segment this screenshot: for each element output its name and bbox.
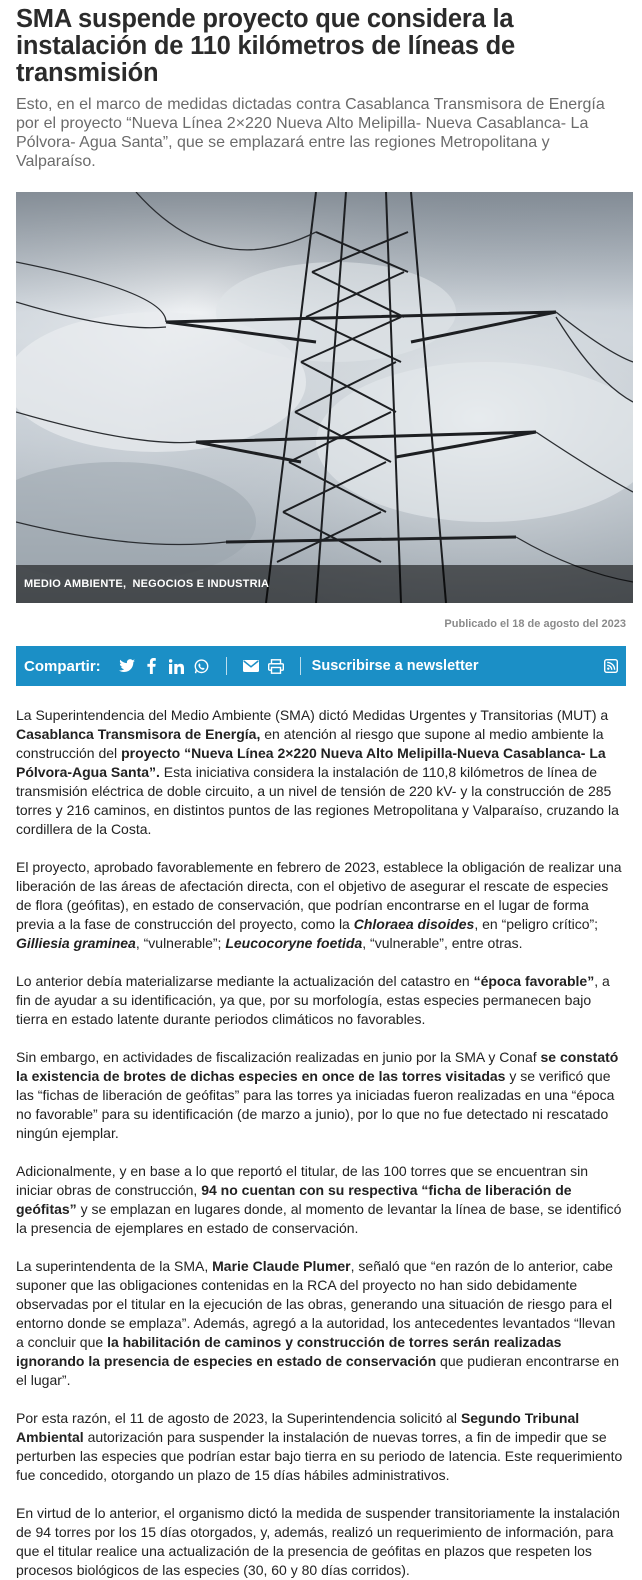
paragraph-7: Por esta razón, el 11 de agosto de 2023, la Superintendencia solicitó al Segundo Tribunal Ambiental autorización para suspender la instalación de nuevas torres, a fin de impedir que se perturben las especies que podrían estar bajo tierra en su periodo de latencia. Este requerimiento fue concedido, otorgando un plazo de 15 días hábiles administrativos. bbox=[16, 1410, 623, 1483]
species-gilliesia: Gilliesia graminea bbox=[16, 935, 136, 951]
linkedin-icon[interactable] bbox=[169, 658, 185, 674]
transmission-tower-illustration bbox=[16, 192, 633, 603]
category-negocios-industria[interactable]: NEGOCIOS E INDUSTRIA bbox=[132, 578, 270, 590]
paragraph-4: Sin embargo, en actividades de fiscalización realizadas en junio por la SMA y Conaf se constató la existencia de brotes de dichas especies en once de las torres visitadas y se verificó que las “fichas de liberación de geófitas” para las torres ya iniciadas fueron realizadas en una “época no favorable” para su identificación (de marzo a junio), por lo que no fue detectado ni rescatado ningún ejemplar. bbox=[16, 1049, 619, 1141]
company-name: Casablanca Transmisora de Energía, bbox=[16, 726, 261, 742]
article-lede: Esto, en el marco de medidas dictadas contra Casablanca Transmisora de Energía por el proyecto “Nueva Línea 2×220 Nueva Alto Melipilla- Nueva Casablanca- La Pólvora- Agua Santa”, que se emplazará entre las regiones Metropolitana y Valparaíso. bbox=[16, 96, 605, 170]
newsletter-link[interactable]: Suscribirse a newsletter bbox=[311, 658, 479, 674]
share-bar bbox=[16, 646, 626, 686]
facebook-icon[interactable] bbox=[144, 658, 160, 674]
paragraph-3: Lo anterior debía materializarse mediante la actualización del catastro en “época favorable”, a fin de ayudar a su identificación, ya que, por su morfología, estas especies permanecen bajo tierra en estado latente durante periodos climáticos no favorables. bbox=[16, 973, 610, 1027]
tribunal-name: Segundo Tribunal Ambiental bbox=[16, 1410, 580, 1445]
publish-date: Publicado el 18 de agosto del 2023 bbox=[444, 618, 626, 630]
share-divider-2 bbox=[300, 657, 301, 675]
email-icon[interactable] bbox=[243, 658, 259, 674]
paragraph-5: Adicionalmente, y en base a lo que reportó el titular, de las 100 torres que se encuentran sin iniciar obras de construcción, 94 no cuentan con su respectiva “ficha de liberación de geófitas” y se emplazan en lugares donde, al momento de levantar la línea de base, se identificó la presencia de ejemplares en estado de conservación. bbox=[16, 1163, 622, 1236]
project-name: proyecto “Nueva Línea 2×220 Nueva Alto Melipilla-Nueva Casablanca- La Pólvora-Agua Santa”. bbox=[16, 745, 606, 780]
share-divider bbox=[226, 657, 227, 675]
paragraph-8: En virtud de lo anterior, el organismo dictó la medida de suspender transitoriamente la instalación de 94 torres por los 15 días otorgados, y, además, realizó un requerimiento de información, para que el titular realice una actualización de la presencia de geófitas en plazos que respeten los procesos biológicos de las especies (30, 60 y 80 días corridos). bbox=[16, 1505, 620, 1578]
person-name: Marie Claude Plumer bbox=[212, 1258, 351, 1274]
species-chloraea: Chloraea disoides bbox=[353, 916, 475, 932]
article-body bbox=[16, 706, 626, 1580]
category-medio-ambiente[interactable]: MEDIO AMBIENTE bbox=[24, 578, 123, 590]
whatsapp-icon[interactable] bbox=[194, 658, 210, 674]
paragraph-1: La Superintendencia del Medio Ambiente (SMA) dictó Medidas Urgentes y Transitorias (MUT) a Casablanca Transmisora de Energía, en atención al riesgo que supone al medio ambiente la construcción del proyecto “Nueva Línea 2×220 Nueva Alto Melipilla-Nueva Casablanca- La Pólvora-Agua Santa”. Esta iniciativa considera la instalación de 110,8 kilómetros de línea de transmisión eléctrica de doble circuito, a un nivel de tensión de 220 kV- y la construcción de 285 torres y 216 caminos, en distintos puntos de las regiones Metropolitana y Valparaíso, cruzando la cordillera de la Costa. bbox=[16, 707, 619, 837]
species-leucocoryne: Leucocoryne foetida bbox=[225, 935, 363, 951]
category-tags: MEDIO AMBIENTE, NEGOCIOS E INDUSTRIA bbox=[16, 565, 633, 603]
print-icon[interactable] bbox=[268, 658, 284, 674]
rss-icon[interactable] bbox=[604, 659, 618, 673]
hero-image bbox=[16, 192, 633, 603]
article-title: SMA suspende proyecto que considera la instalación de 110 kilómetros de líneas de transmisión bbox=[16, 5, 515, 87]
twitter-icon[interactable] bbox=[119, 658, 135, 674]
share-label: Compartir: bbox=[24, 657, 101, 675]
paragraph-6: La superintendenta de la SMA, Marie Claude Plumer, señaló que “en razón de lo anterior, cabe suponer que las obligaciones contenidas en la RCA del proyecto no han sido debidamente observadas por el titular en la ejecución de las obras, generando una situación de riesgo para el entorno donde se emplaza”. Además, agregó a la autoridad, los antecedentes levantados “llevan a concluir que la habilitación de caminos y construcción de torres serán realizadas ignorando la presencia de especies en estado de conservación que pudieran encontrarse en el lugar”. bbox=[16, 1258, 620, 1388]
paragraph-2: El proyecto, aprobado favorablemente en febrero de 2023, establece la obligación de realizar una liberación de las áreas de afectación directa, con el objetivo de asegurar el rescate de especies de flora (geófitas), en estado de conservación, que podrían encontrarse en el lugar de forma previa a la fase de construcción del proyecto, como la Chloraea disoides, en “peligro crítico”; Gilliesia graminea, “vulnerable”; Leucocoryne foetida, “vulnerable”, entre otras. bbox=[16, 859, 622, 951]
